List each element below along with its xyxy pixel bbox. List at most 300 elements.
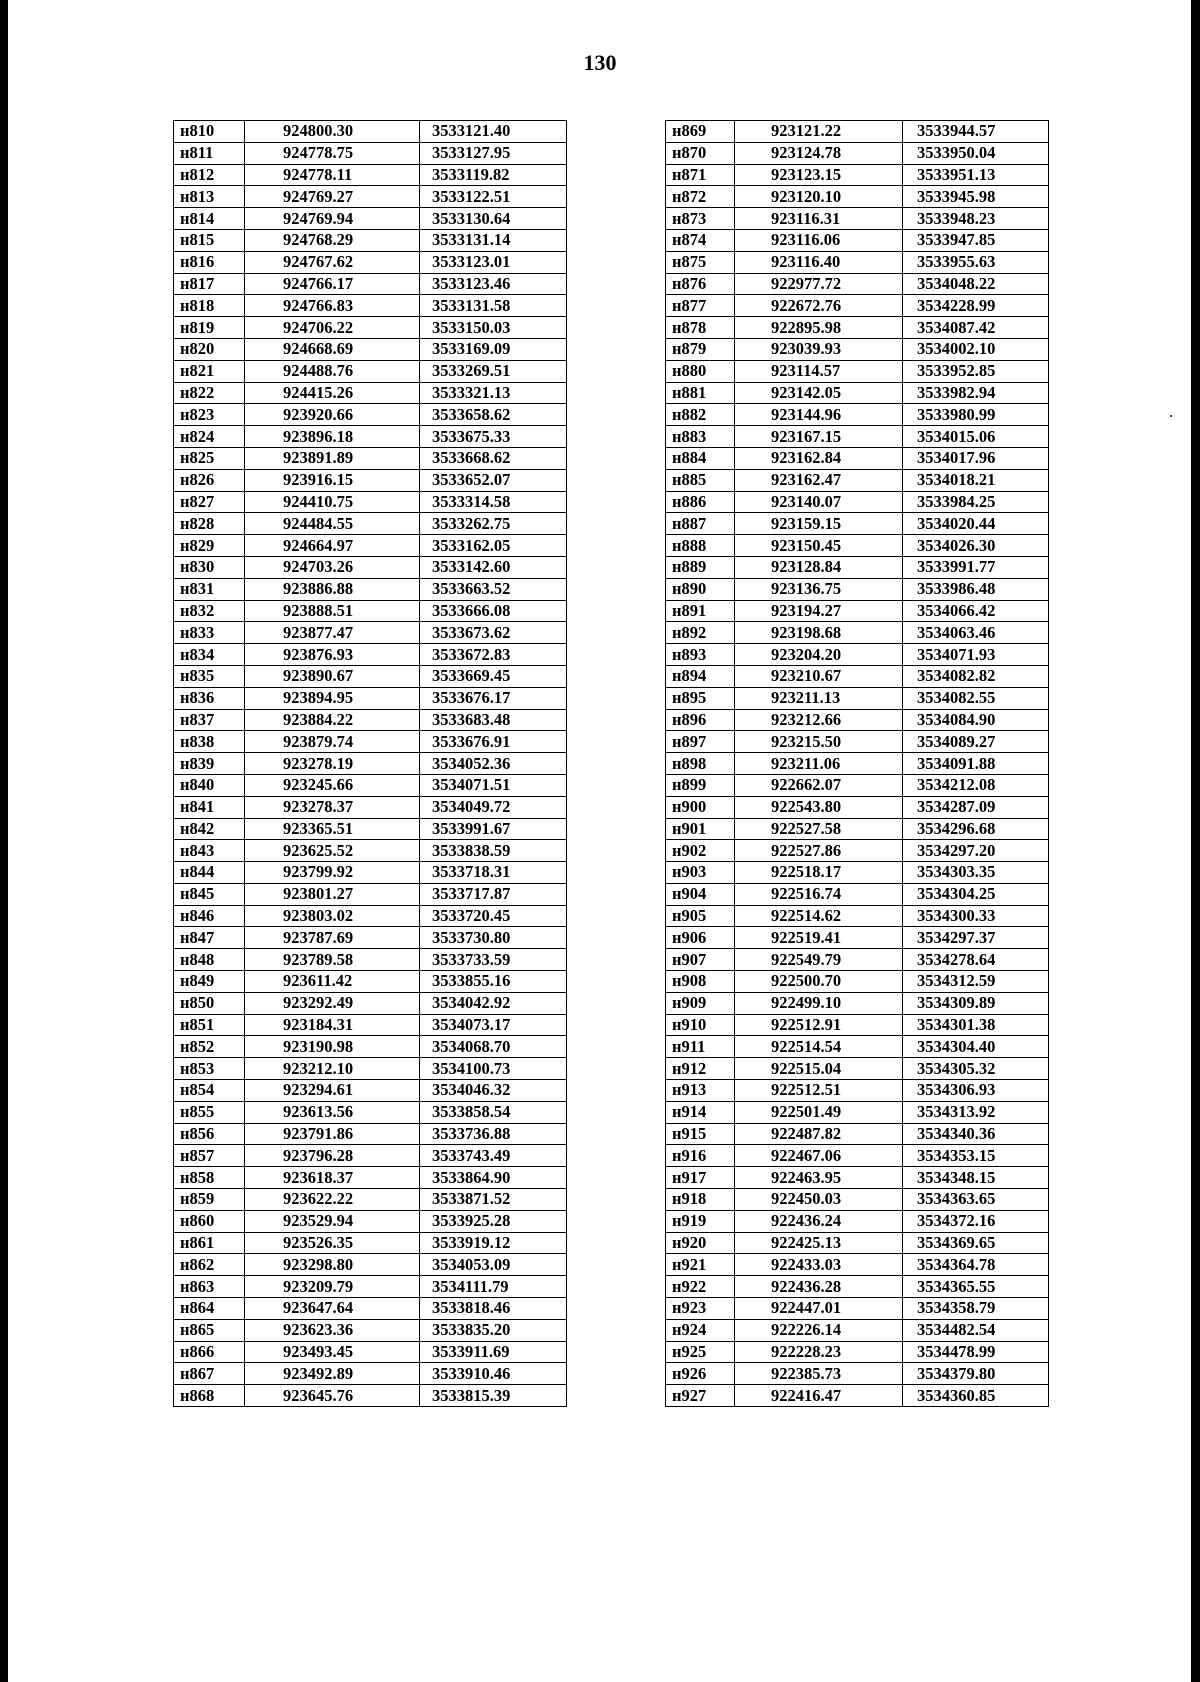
table-row	[174, 1014, 567, 1036]
table-row	[174, 1167, 567, 1189]
point-id-cell: н884	[666, 447, 735, 469]
point-id-cell: н867	[174, 1363, 245, 1385]
point-id-cell: н872	[666, 186, 735, 208]
point-id-cell: н905	[666, 905, 735, 927]
point-id-cell: н920	[666, 1232, 735, 1254]
table-row	[666, 426, 1049, 448]
y-coordinate-cell: 3534073.17	[420, 1014, 567, 1036]
table-row	[174, 229, 567, 251]
y-coordinate-cell: 3533658.62	[420, 404, 567, 426]
point-id-cell: н819	[174, 317, 245, 339]
table-row	[666, 535, 1049, 557]
table-row	[666, 186, 1049, 208]
x-coordinate-cell: 923916.15	[245, 469, 420, 491]
table-row	[666, 644, 1049, 666]
y-coordinate-cell: 3534089.27	[903, 731, 1049, 753]
x-coordinate-cell: 923879.74	[245, 731, 420, 753]
y-coordinate-cell: 3533911.69	[420, 1341, 567, 1363]
x-coordinate-cell: 922499.10	[735, 992, 903, 1014]
table-row	[666, 251, 1049, 273]
x-coordinate-cell: 923623.36	[245, 1319, 420, 1341]
y-coordinate-cell: 3533980.99	[903, 404, 1049, 426]
point-id-cell: н818	[174, 295, 245, 317]
x-coordinate-cell: 923150.45	[735, 535, 903, 557]
table-row	[174, 622, 567, 644]
point-id-cell: н897	[666, 731, 735, 753]
x-coordinate-cell: 922514.62	[735, 905, 903, 927]
y-coordinate-cell: 3534305.32	[903, 1058, 1049, 1080]
table-row	[666, 295, 1049, 317]
x-coordinate-cell: 923799.92	[245, 862, 420, 884]
point-id-cell: н924	[666, 1319, 735, 1341]
x-coordinate-cell: 923245.66	[245, 774, 420, 796]
table-row	[666, 818, 1049, 840]
y-coordinate-cell: 3533835.20	[420, 1319, 567, 1341]
table-row	[174, 338, 567, 360]
y-coordinate-cell: 3533855.16	[420, 971, 567, 993]
table-row	[174, 142, 567, 164]
scan-border-left	[0, 0, 8, 1682]
table-row	[666, 1014, 1049, 1036]
table-row	[666, 142, 1049, 164]
x-coordinate-cell: 923212.66	[735, 709, 903, 731]
y-coordinate-cell: 3534304.40	[903, 1036, 1049, 1058]
y-coordinate-cell: 3533668.62	[420, 447, 567, 469]
y-coordinate-cell: 3533955.63	[903, 251, 1049, 273]
x-coordinate-cell: 923920.66	[245, 404, 420, 426]
x-coordinate-cell: 924766.17	[245, 273, 420, 295]
point-id-cell: н885	[666, 469, 735, 491]
table-row	[666, 1145, 1049, 1167]
y-coordinate-cell: 3534301.38	[903, 1014, 1049, 1036]
table-row	[174, 1363, 567, 1385]
point-id-cell: н835	[174, 665, 245, 687]
y-coordinate-cell: 3533717.87	[420, 883, 567, 905]
x-coordinate-cell: 923159.15	[735, 513, 903, 535]
table-row	[174, 796, 567, 818]
table-row	[666, 905, 1049, 927]
y-coordinate-cell: 3533675.33	[420, 426, 567, 448]
point-id-cell: н919	[666, 1210, 735, 1232]
x-coordinate-cell: 922662.07	[735, 774, 903, 796]
point-id-cell: н856	[174, 1123, 245, 1145]
table-row	[174, 513, 567, 535]
point-id-cell: н834	[174, 644, 245, 666]
x-coordinate-cell: 922447.01	[735, 1298, 903, 1320]
point-id-cell: н813	[174, 186, 245, 208]
y-coordinate-cell: 3533720.45	[420, 905, 567, 927]
y-coordinate-cell: 3533269.51	[420, 360, 567, 382]
table-row	[666, 949, 1049, 971]
x-coordinate-cell: 923209.79	[245, 1276, 420, 1298]
x-coordinate-cell: 922487.82	[735, 1123, 903, 1145]
y-coordinate-cell: 3534068.70	[420, 1036, 567, 1058]
scan-speck	[1170, 415, 1172, 417]
x-coordinate-cell: 924664.97	[245, 535, 420, 557]
x-coordinate-cell: 922527.86	[735, 840, 903, 862]
y-coordinate-cell: 3533871.52	[420, 1189, 567, 1211]
point-id-cell: н827	[174, 491, 245, 513]
table-row	[174, 208, 567, 230]
x-coordinate-cell: 924410.75	[245, 491, 420, 513]
x-coordinate-cell: 923039.93	[735, 338, 903, 360]
x-coordinate-cell: 923529.94	[245, 1210, 420, 1232]
point-id-cell: н871	[666, 164, 735, 186]
x-coordinate-cell: 923121.22	[735, 121, 903, 143]
table-row	[666, 556, 1049, 578]
point-id-cell: н882	[666, 404, 735, 426]
x-coordinate-cell: 922895.98	[735, 317, 903, 339]
table-row	[666, 404, 1049, 426]
x-coordinate-cell: 923144.96	[735, 404, 903, 426]
point-id-cell: н913	[666, 1080, 735, 1102]
x-coordinate-cell: 922977.72	[735, 273, 903, 295]
y-coordinate-cell: 3534363.65	[903, 1189, 1049, 1211]
y-coordinate-cell: 3534063.46	[903, 622, 1049, 644]
x-coordinate-cell: 922467.06	[735, 1145, 903, 1167]
x-coordinate-cell: 923625.52	[245, 840, 420, 862]
x-coordinate-cell: 922500.70	[735, 971, 903, 993]
y-coordinate-cell: 3534297.20	[903, 840, 1049, 862]
table-row	[174, 1232, 567, 1254]
table-row	[174, 818, 567, 840]
table-row	[666, 774, 1049, 796]
y-coordinate-cell: 3534091.88	[903, 753, 1049, 775]
point-id-cell: н810	[174, 121, 245, 143]
point-id-cell: н822	[174, 382, 245, 404]
x-coordinate-cell: 923803.02	[245, 905, 420, 927]
point-id-cell: н863	[174, 1276, 245, 1298]
x-coordinate-cell: 922516.74	[735, 883, 903, 905]
point-id-cell: н829	[174, 535, 245, 557]
x-coordinate-cell: 922436.24	[735, 1210, 903, 1232]
y-coordinate-cell: 3533121.40	[420, 121, 567, 143]
y-coordinate-cell: 3533652.07	[420, 469, 567, 491]
x-coordinate-cell: 922518.17	[735, 862, 903, 884]
y-coordinate-cell: 3534087.42	[903, 317, 1049, 339]
y-coordinate-cell: 3534018.21	[903, 469, 1049, 491]
table-row	[666, 1080, 1049, 1102]
y-coordinate-cell: 3534020.44	[903, 513, 1049, 535]
table-row	[174, 273, 567, 295]
table-row	[666, 753, 1049, 775]
table-row	[174, 1189, 567, 1211]
y-coordinate-cell: 3533991.77	[903, 556, 1049, 578]
y-coordinate-cell: 3533718.31	[420, 862, 567, 884]
point-id-cell: н877	[666, 295, 735, 317]
point-id-cell: н839	[174, 753, 245, 775]
x-coordinate-cell: 923787.69	[245, 927, 420, 949]
y-coordinate-cell: 3534071.93	[903, 644, 1049, 666]
y-coordinate-cell: 3534313.92	[903, 1101, 1049, 1123]
table-row	[174, 1036, 567, 1058]
y-coordinate-cell: 3533944.57	[903, 121, 1049, 143]
table-row	[174, 1145, 567, 1167]
table-row	[174, 1080, 567, 1102]
point-id-cell: н817	[174, 273, 245, 295]
point-id-cell: н901	[666, 818, 735, 840]
y-coordinate-cell: 3534082.82	[903, 665, 1049, 687]
table-row	[174, 1101, 567, 1123]
y-coordinate-cell: 3533910.46	[420, 1363, 567, 1385]
table-row	[666, 513, 1049, 535]
x-coordinate-cell: 924668.69	[245, 338, 420, 360]
x-coordinate-cell: 923211.06	[735, 753, 903, 775]
point-id-cell: н876	[666, 273, 735, 295]
table-row	[174, 447, 567, 469]
y-coordinate-cell: 3534071.51	[420, 774, 567, 796]
x-coordinate-cell: 922514.54	[735, 1036, 903, 1058]
table-row	[174, 687, 567, 709]
y-coordinate-cell: 3533131.58	[420, 295, 567, 317]
point-id-cell: н821	[174, 360, 245, 382]
table-row	[666, 1036, 1049, 1058]
point-id-cell: н911	[666, 1036, 735, 1058]
table-row	[174, 1210, 567, 1232]
y-coordinate-cell: 3534353.15	[903, 1145, 1049, 1167]
x-coordinate-cell: 923120.10	[735, 186, 903, 208]
y-coordinate-cell: 3534228.99	[903, 295, 1049, 317]
table-row	[174, 1254, 567, 1276]
y-coordinate-cell: 3534482.54	[903, 1319, 1049, 1341]
y-coordinate-cell: 3534365.55	[903, 1276, 1049, 1298]
x-coordinate-cell: 923891.89	[245, 447, 420, 469]
y-coordinate-cell: 3534297.37	[903, 927, 1049, 949]
x-coordinate-cell: 923493.45	[245, 1341, 420, 1363]
x-coordinate-cell: 923190.98	[245, 1036, 420, 1058]
table-row	[666, 1385, 1049, 1407]
y-coordinate-cell: 3534052.36	[420, 753, 567, 775]
y-coordinate-cell: 3533982.94	[903, 382, 1049, 404]
y-coordinate-cell: 3534048.22	[903, 273, 1049, 295]
x-coordinate-cell: 923292.49	[245, 992, 420, 1014]
y-coordinate-cell: 3533162.05	[420, 535, 567, 557]
x-coordinate-cell: 923890.67	[245, 665, 420, 687]
point-id-cell: н855	[174, 1101, 245, 1123]
y-coordinate-cell: 3533123.46	[420, 273, 567, 295]
table-row	[666, 491, 1049, 513]
x-coordinate-cell: 923896.18	[245, 426, 420, 448]
table-row	[174, 665, 567, 687]
point-id-cell: н906	[666, 927, 735, 949]
point-id-cell: н845	[174, 883, 245, 905]
x-coordinate-cell: 924484.55	[245, 513, 420, 535]
table-row	[666, 1101, 1049, 1123]
x-coordinate-cell: 923198.68	[735, 622, 903, 644]
point-id-cell: н866	[174, 1341, 245, 1363]
y-coordinate-cell: 3534017.96	[903, 447, 1049, 469]
table-row	[666, 600, 1049, 622]
y-coordinate-cell: 3534066.42	[903, 600, 1049, 622]
point-id-cell: н858	[174, 1167, 245, 1189]
point-id-cell: н859	[174, 1189, 245, 1211]
y-coordinate-cell: 3533169.09	[420, 338, 567, 360]
table-row	[174, 556, 567, 578]
y-coordinate-cell: 3534369.65	[903, 1232, 1049, 1254]
point-id-cell: н892	[666, 622, 735, 644]
point-id-cell: н816	[174, 251, 245, 273]
x-coordinate-cell: 923645.76	[245, 1385, 420, 1407]
point-id-cell: н915	[666, 1123, 735, 1145]
point-id-cell: н820	[174, 338, 245, 360]
point-id-cell: н838	[174, 731, 245, 753]
x-coordinate-cell: 923613.56	[245, 1101, 420, 1123]
point-id-cell: н918	[666, 1189, 735, 1211]
point-id-cell: н842	[174, 818, 245, 840]
page-number: 130	[583, 50, 617, 75]
x-coordinate-cell: 924767.62	[245, 251, 420, 273]
table-row	[174, 382, 567, 404]
point-id-cell: н904	[666, 883, 735, 905]
y-coordinate-cell: 3534309.89	[903, 992, 1049, 1014]
point-id-cell: н902	[666, 840, 735, 862]
y-coordinate-cell: 3534348.15	[903, 1167, 1049, 1189]
point-id-cell: н848	[174, 949, 245, 971]
point-id-cell: н881	[666, 382, 735, 404]
y-coordinate-cell: 3534049.72	[420, 796, 567, 818]
table-row	[666, 578, 1049, 600]
table-row	[666, 731, 1049, 753]
table-row	[666, 317, 1049, 339]
point-id-cell: н878	[666, 317, 735, 339]
x-coordinate-cell: 923365.51	[245, 818, 420, 840]
y-coordinate-cell: 3533119.82	[420, 164, 567, 186]
y-coordinate-cell: 3533984.25	[903, 491, 1049, 513]
x-coordinate-cell: 923194.27	[735, 600, 903, 622]
x-coordinate-cell: 924768.29	[245, 229, 420, 251]
y-coordinate-cell: 3533733.59	[420, 949, 567, 971]
y-coordinate-cell: 3534212.08	[903, 774, 1049, 796]
point-id-cell: н811	[174, 142, 245, 164]
x-coordinate-cell: 923622.22	[245, 1189, 420, 1211]
x-coordinate-cell: 923212.10	[245, 1058, 420, 1080]
point-id-cell: н854	[174, 1080, 245, 1102]
x-coordinate-cell: 923116.40	[735, 251, 903, 273]
y-coordinate-cell: 3533672.83	[420, 644, 567, 666]
x-coordinate-cell: 923884.22	[245, 709, 420, 731]
table-row	[666, 121, 1049, 143]
point-id-cell: н814	[174, 208, 245, 230]
table-row	[174, 578, 567, 600]
x-coordinate-cell: 922672.76	[735, 295, 903, 317]
x-coordinate-cell: 923162.84	[735, 447, 903, 469]
x-coordinate-cell: 923894.95	[245, 687, 420, 709]
x-coordinate-cell: 922416.47	[735, 1385, 903, 1407]
x-coordinate-cell: 922512.91	[735, 1014, 903, 1036]
point-id-cell: н864	[174, 1298, 245, 1320]
table-row	[666, 360, 1049, 382]
y-coordinate-cell: 3533743.49	[420, 1145, 567, 1167]
y-coordinate-cell: 3533150.03	[420, 317, 567, 339]
x-coordinate-cell: 923142.05	[735, 382, 903, 404]
y-coordinate-cell: 3533262.75	[420, 513, 567, 535]
table-row	[666, 840, 1049, 862]
x-coordinate-cell: 922527.58	[735, 818, 903, 840]
point-id-cell: н917	[666, 1167, 735, 1189]
point-id-cell: н870	[666, 142, 735, 164]
x-coordinate-cell: 923877.47	[245, 622, 420, 644]
x-coordinate-cell: 924415.26	[245, 382, 420, 404]
point-id-cell: н880	[666, 360, 735, 382]
table-row	[666, 622, 1049, 644]
x-coordinate-cell: 923215.50	[735, 731, 903, 753]
x-coordinate-cell: 923123.15	[735, 164, 903, 186]
table-row	[666, 992, 1049, 1014]
y-coordinate-cell: 3533122.51	[420, 186, 567, 208]
table-row	[666, 208, 1049, 230]
point-id-cell: н899	[666, 774, 735, 796]
x-coordinate-cell: 923136.75	[735, 578, 903, 600]
x-coordinate-cell: 922436.28	[735, 1276, 903, 1298]
y-coordinate-cell: 3533947.85	[903, 229, 1049, 251]
table-row	[666, 709, 1049, 731]
point-id-cell: н865	[174, 1319, 245, 1341]
point-id-cell: н887	[666, 513, 735, 535]
point-id-cell: н857	[174, 1145, 245, 1167]
point-id-cell: н912	[666, 1058, 735, 1080]
x-coordinate-cell: 924778.11	[245, 164, 420, 186]
y-coordinate-cell: 3534026.30	[903, 535, 1049, 557]
x-coordinate-cell: 923492.89	[245, 1363, 420, 1385]
table-row	[174, 360, 567, 382]
point-id-cell: н844	[174, 862, 245, 884]
x-coordinate-cell: 923888.51	[245, 600, 420, 622]
y-coordinate-cell: 3533321.13	[420, 382, 567, 404]
y-coordinate-cell: 3534303.35	[903, 862, 1049, 884]
table-row	[174, 469, 567, 491]
point-id-cell: н927	[666, 1385, 735, 1407]
y-coordinate-cell: 3534478.99	[903, 1341, 1049, 1363]
table-row	[666, 927, 1049, 949]
y-coordinate-cell: 3533142.60	[420, 556, 567, 578]
x-coordinate-cell: 923162.47	[735, 469, 903, 491]
point-id-cell: н896	[666, 709, 735, 731]
table-row	[174, 1385, 567, 1407]
y-coordinate-cell: 3533952.85	[903, 360, 1049, 382]
table-row	[666, 1254, 1049, 1276]
table-row	[666, 1210, 1049, 1232]
point-id-cell: н894	[666, 665, 735, 687]
table-row	[666, 338, 1049, 360]
x-coordinate-cell: 924703.26	[245, 556, 420, 578]
y-coordinate-cell: 3533919.12	[420, 1232, 567, 1254]
point-id-cell: н890	[666, 578, 735, 600]
point-id-cell: н861	[174, 1232, 245, 1254]
y-coordinate-cell: 3533864.90	[420, 1167, 567, 1189]
point-id-cell: н853	[174, 1058, 245, 1080]
table-row	[174, 1058, 567, 1080]
point-id-cell: н874	[666, 229, 735, 251]
y-coordinate-cell: 3534358.79	[903, 1298, 1049, 1320]
x-coordinate-cell: 923278.37	[245, 796, 420, 818]
y-coordinate-cell: 3534100.73	[420, 1058, 567, 1080]
table-row	[666, 273, 1049, 295]
table-row	[174, 251, 567, 273]
table-row	[666, 1276, 1049, 1298]
table-row	[174, 600, 567, 622]
point-id-cell: н888	[666, 535, 735, 557]
x-coordinate-cell: 924769.27	[245, 186, 420, 208]
point-id-cell: н916	[666, 1145, 735, 1167]
table-row	[174, 731, 567, 753]
x-coordinate-cell: 923789.58	[245, 949, 420, 971]
y-coordinate-cell: 3534304.25	[903, 883, 1049, 905]
point-id-cell: н815	[174, 229, 245, 251]
point-id-cell: н833	[174, 622, 245, 644]
x-coordinate-cell: 924778.75	[245, 142, 420, 164]
point-id-cell: н840	[174, 774, 245, 796]
y-coordinate-cell: 3534082.55	[903, 687, 1049, 709]
